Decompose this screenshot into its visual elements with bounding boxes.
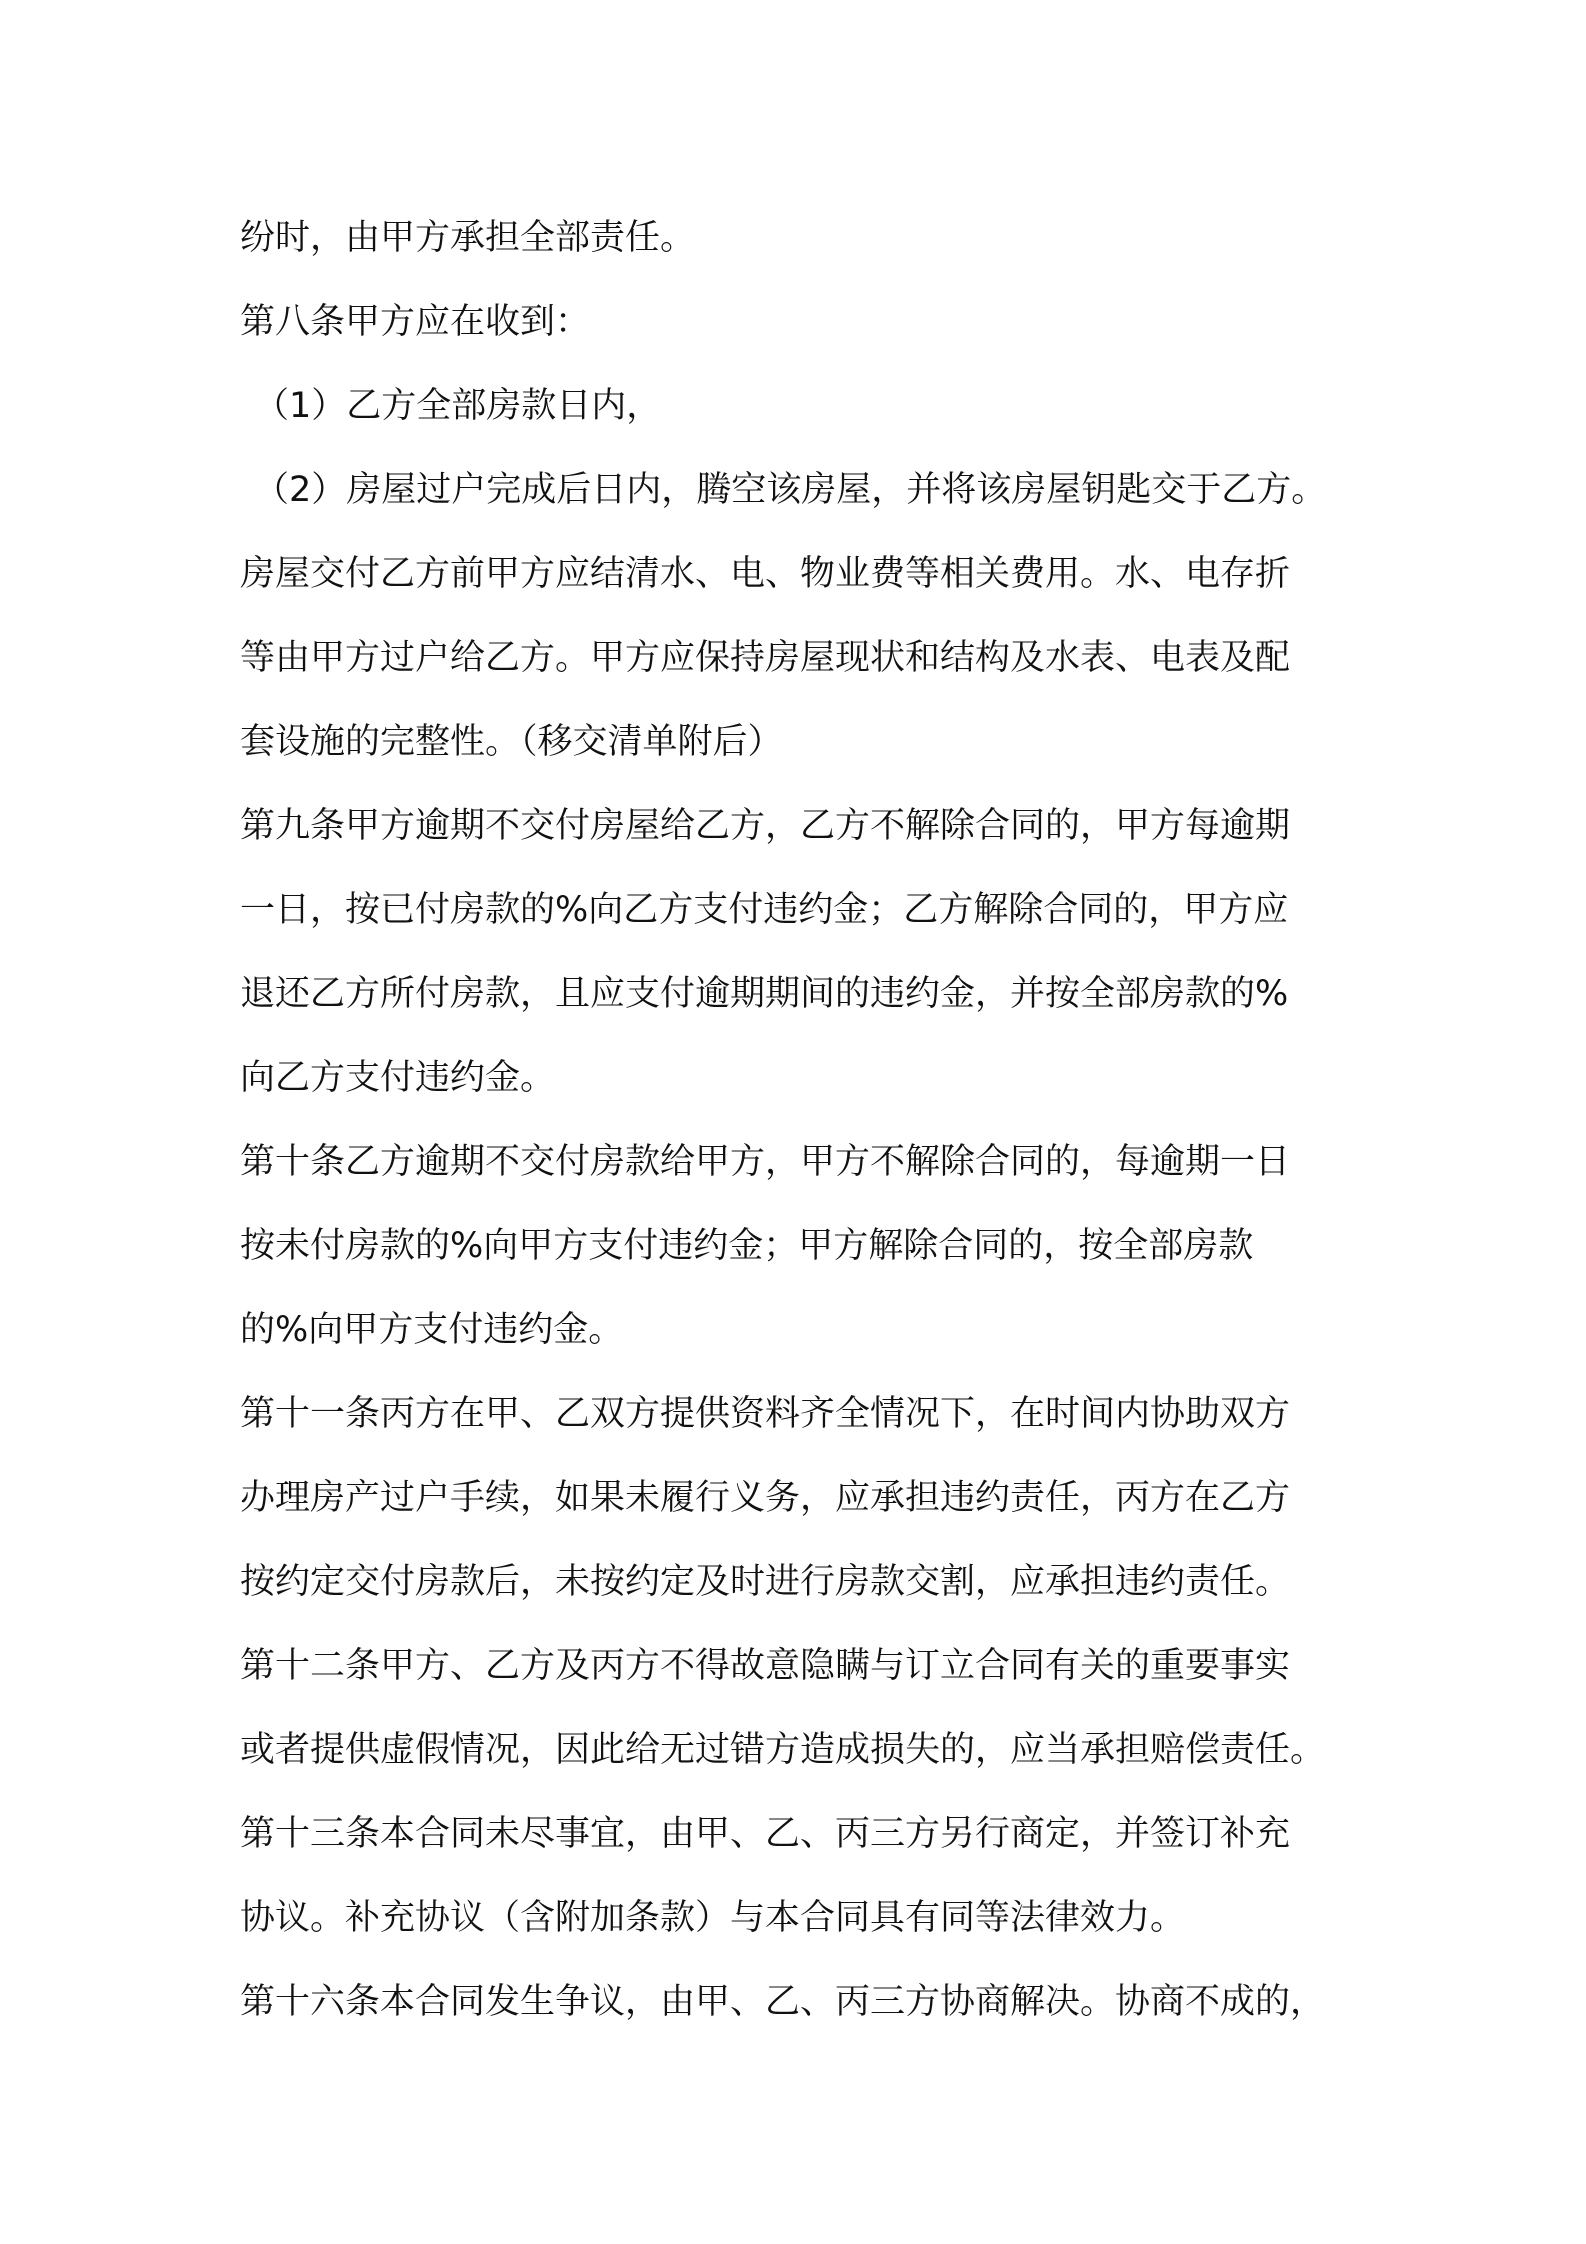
text-line: 办理房产过户手续，如果未履行义务，应承担违约责任，丙方在乙方 [240, 1478, 1291, 1518]
text-line: 或者提供虚假情况，因此给无过错方造成损失的，应当承担赔偿责任。 [240, 1730, 1326, 1770]
text-line: 一日，按已付房款的%向乙方支付违约金；乙方解除合同的，甲方应 [240, 890, 1289, 930]
clause-16-text: 第十六条本合同发生争议，由甲、乙、丙三方协商解决。协商不成的， [240, 1982, 1326, 2022]
text-line: 按约定交付房款后，未按约定及时进行房款交割，应承担违约责任。 [240, 1562, 1291, 1602]
clause-12-text: 第十二条甲方、乙方及丙方不得故意隐瞒与订立合同有关的重要事实 [240, 1646, 1291, 1686]
clause-8-item-1: （1）乙方全部房款日内， [254, 386, 662, 426]
clause-13-text: 第十三条本合同未尽事宜，由甲、乙、丙三方另行商定，并签订补充 [240, 1814, 1291, 1854]
clause-10-text: 第十条乙方逾期不交付房款给甲方，甲方不解除合同的，每逾期一日 [240, 1142, 1291, 1182]
text-line: 退还乙方所付房款，且应支付逾期期间的违约金，并按全部房款的% [240, 974, 1289, 1014]
text-line: 的%向甲方支付违约金。 [240, 1310, 624, 1350]
text-line: 房屋交付乙方前甲方应结清水、电、物业费等相关费用。水、电存折 [240, 554, 1291, 594]
text-line: 按未付房款的%向甲方支付违约金；甲方解除合同的，按全部房款 [240, 1226, 1254, 1266]
clause-11-text: 第十一条丙方在甲、乙双方提供资料齐全情况下，在时间内协助双方 [240, 1394, 1291, 1434]
document-body [240, 196, 1360, 2044]
text-line: 向乙方支付违约金。 [240, 1058, 556, 1098]
clause-8-heading: 第八条甲方应在收到： [240, 302, 591, 342]
clause-8-item-2: （2）房屋过户完成后日内，腾空该房屋，并将该房屋钥匙交于乙方。 [254, 470, 1327, 510]
text-line: 纷时，由甲方承担全部责任。 [240, 218, 696, 258]
text-line: 等由甲方过户给乙方。甲方应保持房屋现状和结构及水表、电表及配 [240, 638, 1291, 678]
text-line: 套设施的完整性。（移交清单附后） [240, 722, 783, 762]
text-line: 协议。补充协议（含附加条款）与本合同具有同等法律效力。 [240, 1898, 1186, 1938]
clause-9-text: 第九条甲方逾期不交付房屋给乙方，乙方不解除合同的，甲方每逾期 [240, 806, 1291, 846]
